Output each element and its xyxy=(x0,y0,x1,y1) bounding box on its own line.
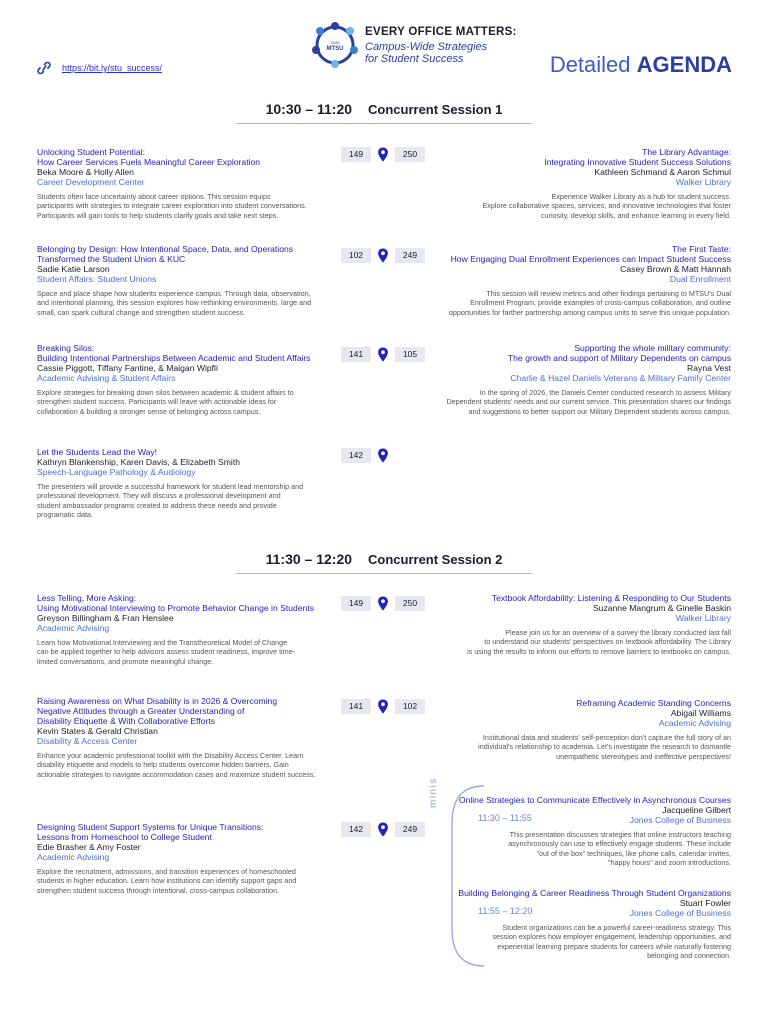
room-number: 250 xyxy=(395,596,425,611)
room-badges xyxy=(341,699,425,714)
location-pin-icon xyxy=(377,822,389,837)
room-number: 249 xyxy=(395,822,425,837)
svg-text:2026: 2026 xyxy=(330,40,340,45)
event-subtitle: Campus-Wide Strategies for Student Success xyxy=(365,41,488,65)
room-badges xyxy=(341,596,425,611)
divider xyxy=(236,123,532,124)
session-description: Explore the recruitment, admissions, and transition experiences of homeschooled students in higher education. Learn how institutions can identify support gaps and strengthen student success through intentional, cross-campus collaboration. xyxy=(37,867,297,895)
room-badges xyxy=(341,822,425,837)
session-description: Enhance your academic professional toolkit with the Disability Access Center. Learn disability etiquette and models to help students overcome hidden barriers. Gain actionable strategies to navigate accommodation cases and maximize student success. xyxy=(37,751,316,779)
room-number: 142 xyxy=(341,822,371,837)
room-number: 149 xyxy=(341,147,371,162)
session-entry: Raising Awareness on What Disability is in 2026 & Overcoming Negative Attitudes through a Greater Understanding of Disability Etiquette & With Collaborative Efforts Kevin States & Gerald Christian Disability & Access Center Enhance your academic professional toolkit with the Disability Access Center. Learn disability etiquette and models to help students overcome hidden barriers. Gain actionable strategies to navigate accommodation cases and maximize student success. xyxy=(37,696,332,779)
location-pin-icon xyxy=(377,248,389,263)
session-description: Explore strategies for breaking down silos between academic & student affairs to strengthen student success. Participants will leave with actionable ideas for collaboration & building a stronger sense of belonging across campus. xyxy=(37,388,294,416)
room-badges xyxy=(341,147,425,162)
room-badges xyxy=(341,248,425,263)
location-pin-icon xyxy=(377,699,389,714)
session-description: This presentation discusses strategies that online instructors teaching asynchronously can use to effectively engage students. These include "out of the box" techniques, like phone calls, calendar invites, "happy hours" and zoom introductions. xyxy=(508,830,731,868)
session-description: Experience Walker Library as a hub for student success. Explore collaborative spaces, services, and innovative technologies that foster curiosity, develop skills, and enhance learning in every field. xyxy=(482,192,731,220)
event-title: EVERY OFFICE MATTERS: xyxy=(365,26,517,38)
link-row xyxy=(36,60,162,76)
session-description: The presenters will provide a successful framework for student lead mentorship and professional development. They will discuss a professional development and student ambassador programs created to address these needs and provide programatic data. xyxy=(37,482,304,520)
room-number: 141 xyxy=(341,699,371,714)
session-entry: Unlocking Student Potential: How Career Services Fuels Meaningful Career Exploration Beka Moore & Holly Allen Career Development Center Students often face uncertainty about career options. This session equips participants with strategies to integrate career exploration into student conversations. Participants will gain tools to help students clarify goals and take next steps. xyxy=(37,147,332,220)
room-number: 102 xyxy=(395,699,425,714)
agenda-link[interactable]: https://bit.ly/stu_success/ xyxy=(62,63,163,73)
divider xyxy=(236,573,532,574)
room-number: 142 xyxy=(341,448,371,463)
location-pin-icon xyxy=(377,448,389,463)
session-description: Student organizations can be a powerful career-readiness strategy. This session explores how employer engagement, leadership opportunities, and experiential learning prepare students for careers while naturally fostering belonging and connection. xyxy=(492,923,731,961)
session-entry: Breaking Silos: Building Intentional Partnerships Between Academic and Student Affairs Cassie Piggott, Tiffany Fantine, & Maigan Wipfli Academic Advising & Student Affairs Explore strategies for breaking down silos between academic & student affairs to strengthen student success. Participants will leave with actionable ideas for collaboration & building a stronger sense of belonging across campus. xyxy=(37,343,332,416)
location-pin-icon xyxy=(377,147,389,162)
room-badges xyxy=(341,448,389,463)
room-badges xyxy=(341,347,425,362)
session-description: In the spring of 2026, the Daniels Center conducted research to assess Military Dependent students' needs and our current service. This presentation shares our findings and suggestions to better support our Military Dependent students across campus. xyxy=(446,388,731,416)
location-pin-icon xyxy=(377,596,389,611)
agenda-heading: Detailed AGENDA xyxy=(549,52,732,77)
session-entry: Belonging by Design: How Intentional Space, Data, and Operations Transformed the Student Union & KUC Sadie Katie Larson Student Affairs: Student Unions Space and place shape how students experience campus. Through data, observation, and intentional planning, this session explores how rethinking environments, large and small, can spark cultural change and strengthen student success. xyxy=(37,244,332,317)
location-pin-icon xyxy=(377,347,389,362)
link-icon xyxy=(36,60,52,76)
session-entry: Designing Student Support Systems for Unique Transitions: Lessons from Homeschool to College Student Edie Brasher & Amy Foster Academic Advising Explore the recruitment, admissions, and transition experiences of homeschooled students in higher education. Learn how institutions can identify support gaps and strengthen student success through intentional, cross-campus collaboration. xyxy=(37,822,332,895)
svg-text:MTSU: MTSU xyxy=(326,46,344,52)
session-1-heading: 10:30 – 11:20 Concurrent Session 1 xyxy=(265,101,503,117)
session-entry: Reframing Academic Standing Concerns Abigail Williams Academic Advising Institutional data and students' self-perception don't capture the full story of an individual's relationship to academia. Let's investigate the research to dismantle unempathetic stereotypes and ineffective perspectives! xyxy=(436,698,731,761)
mini-session-entry: Online Strategies to Communicate Effectively in Asynchronous Courses Jacqueline Gilbert Jones College of Business This presentation discusses strategies that online instructors teaching asynchronously can use to effectively engage students. These include "out of the box" techniques, like phone calls, calendar invites, "happy hours" and zoom introductions. xyxy=(436,795,731,868)
room-number: 102 xyxy=(341,248,371,263)
minis-label: minis xyxy=(428,777,439,808)
session-description: This session will review metrics and other findings pertaining to MTSU's Dual Enrollment Program, provide examples of cross-campus collaboration, and outline opportunities for farther partnership among campus units to serve this unique population. xyxy=(448,289,731,317)
mini-session-entry: Building Belonging & Career Readiness Through Student Organizations Stuart Fowler Jones College of Business Student organizations can be a powerful career-readiness strategy. This session explores how employer engagement, leadership opportunities, and experiential learning prepare students for careers while naturally fostering belonging and connection. xyxy=(436,888,731,961)
session-description: Learn how Motivational Interviewing and the Transtheoretical Model of Change can be applied together to help advisors assess student readiness, improve time- limited conversations, and promote meaningful change. xyxy=(37,638,296,666)
session-entry: The First Taste: How Engaging Dual Enrollment Experiences can Impact Student Success Casey Brown & Matt Hannah Dual Enrollment This session will review metrics and other findings pertaining to MTSU's Dual Enrollment Program, provide examples of cross-campus collaboration, and outline opportunities for farther partnership among campus units to serve this unique population. xyxy=(436,244,731,317)
session-entry: The Library Advantage: Integrating Innovative Student Success Solutions Kathleen Schmand & Aaron Schmul Walker Library Experience Walker Library as a hub for student success. Explore collaborative spaces, services, and innovative technologies that foster curiosity, develop skills, and enhance learning in every field. xyxy=(436,147,731,220)
room-number: 141 xyxy=(341,347,371,362)
mtsu-logo xyxy=(310,22,360,68)
session-description: Please join us for an overview of a survey the library conducted last fall to understand our students' perspectives on textbook affordability. The Library is using the results to inform our efforts to remove barriers to textbooks on campus. xyxy=(467,628,731,656)
room-number: 105 xyxy=(395,347,425,362)
session-entry: Supporting the whole military community: The growth and support of Military Dependents on campus Rayna Vest Charlie & Hazel Daniels Veterans & Military Family Center In the spring of 2026, the Daniels Center conducted research to assess Military Dependent students' needs and our current service. This presentation shares our findings and suggestions to better support our Military Dependent students across campus. xyxy=(436,343,731,416)
session-entry: Let the Students Lead the Way! Kathryn Blankenship, Karen Davis, & Elizabeth Smith Speech-Language Pathology & Audiology The presenters will provide a successful framework for student lead mentorship and professional development. They will discuss a professional development and student ambassador programs created to address these needs and provide programatic data. xyxy=(37,447,332,520)
room-number: 250 xyxy=(395,147,425,162)
session-2-heading: 11:30 – 12:20 Concurrent Session 2 xyxy=(265,551,503,567)
session-description: Students often face uncertainty about career options. This session equips participants with strategies to integrate career exploration into student conversations. Participants will gain tools to help students clarify goals and take next steps. xyxy=(37,192,307,220)
session-description: Space and place shape how students experience campus. Through data, observation, and intentional planning, this session explores how rethinking environments, large and small, can spark cultural change and strengthen student success. xyxy=(37,289,312,317)
session-entry: Less Telling, More Asking: Using Motivational Interviewing to Promote Behavior Change in Students Greyson Billingham & Fran Henslee Academic Advising Learn how Motivational Interviewing and the Transtheoretical Model of Change can be applied together to help advisors assess student readiness, improve time- limited conversations, and promote meaningful change. xyxy=(37,593,332,666)
mini-time: 11:55 – 12:20 xyxy=(478,906,533,916)
session-description: Institutional data and students' self-perception don't capture the full story of an individual's relationship to academia. Let's investigate the research to dismantle unempathetic stereotypes and ineffective perspectives! xyxy=(478,733,731,761)
session-entry: Textbook Affordability: Listening & Responding to Our Students Suzanne Mangrum & Ginelle Baskin Walker Library Please join us for an overview of a survey the library conducted last fall to understand our students' perspectives on textbook affordability. The Library is using the results to inform our efforts to remove barriers to textbooks on campus. xyxy=(436,593,731,656)
room-number: 249 xyxy=(395,248,425,263)
room-number: 149 xyxy=(341,596,371,611)
mini-time: 11:30 – 11:55 xyxy=(478,813,532,823)
